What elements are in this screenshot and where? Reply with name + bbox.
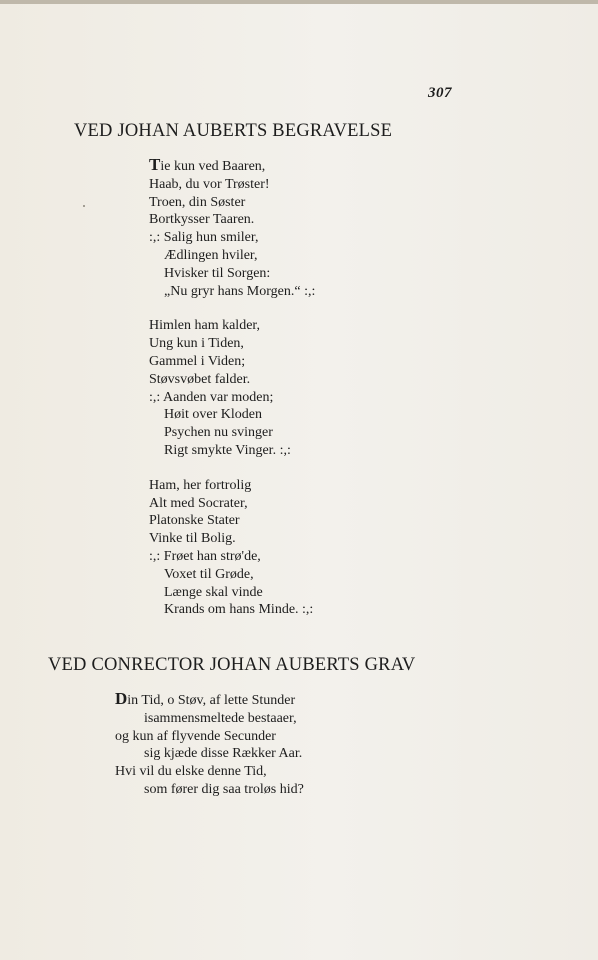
poem-line: Platonske Stater <box>149 513 240 529</box>
poem-line: Støvsvøbet falder. <box>149 371 251 387</box>
poem-line-text: in Tid, o Støv, af lette Stunder <box>127 693 296 708</box>
poem-line: Haab, du vor Trøster! <box>149 176 270 192</box>
poem-line <box>149 156 315 176</box>
poem-line: Psychen nu svinger <box>164 425 273 441</box>
poem-line: „Nu gryr hans Morgen.“ :,: <box>164 283 316 299</box>
poem-line: Vinke til Bolig. <box>149 531 236 547</box>
poem-line <box>115 690 304 710</box>
poem-line: Voxet til Grøde, <box>164 566 254 582</box>
paper-speck <box>83 205 85 207</box>
poem-line: Ædlingen hviler, <box>164 247 258 263</box>
poem-line-text: ie kun ved Baaren, <box>160 159 266 174</box>
poem-line: som fører dig saa troløs hid? <box>144 781 304 797</box>
poem-1-stanza-3 <box>149 477 315 619</box>
poem-line: Himlen ham kalder, <box>149 318 261 334</box>
poem-line: :,: Salig hun smiler, <box>149 230 259 246</box>
poem-1-stanza-2 <box>149 317 315 459</box>
poem-line: :,: Aanden var moden; <box>149 389 274 405</box>
poem-line: Længe skal vinde <box>164 584 263 600</box>
poem-line: og kun af flyvende Secunder <box>115 728 276 744</box>
drop-cap: T <box>149 155 161 174</box>
poem-2-title: VED CONRECTOR JOHAN AUBERTS GRAV <box>48 655 416 675</box>
poem-line: Bortkysser Taaren. <box>149 212 255 228</box>
poem-line: Krands om hans Minde. :,: <box>164 602 314 618</box>
poem-2-body <box>115 690 304 799</box>
poem-line: Gammel i Viden; <box>149 353 246 369</box>
poem-line: Hvi vil du elske denne Tid, <box>115 764 267 780</box>
page-number: 307 <box>428 85 452 101</box>
poem-line: sig kjæde disse Rækker Aar. <box>144 746 303 762</box>
poem-line: Høit over Kloden <box>164 407 262 423</box>
poem-line: Rigt smykte Vinger. :,: <box>164 442 291 458</box>
poem-line: Alt med Socrater, <box>149 495 248 511</box>
poem-line: :,: Frøet han strø'de, <box>149 548 261 564</box>
poem-line: Hvisker til Sorgen: <box>164 265 271 281</box>
poem-line: Ung kun i Tiden, <box>149 336 244 352</box>
poem-1-body <box>149 156 315 636</box>
drop-cap: D <box>115 689 128 708</box>
poem-line: isammensmeltede bestaaer, <box>144 710 297 726</box>
poem-1-stanza-1 <box>149 156 315 300</box>
poem-line: Ham, her fortrolig <box>149 477 252 493</box>
poem-line: Troen, din Søster <box>149 194 246 210</box>
poem-1-title: VED JOHAN AUBERTS BEGRAVELSE <box>74 121 393 141</box>
